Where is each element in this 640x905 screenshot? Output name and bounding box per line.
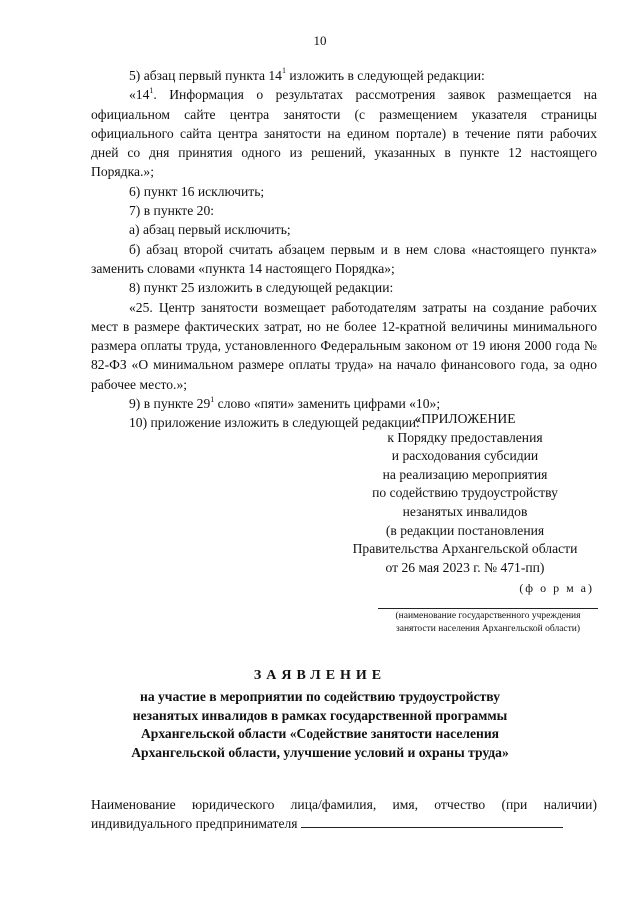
subtitle-line: незанятых инвалидов в рамках государственной программы	[132, 707, 508, 723]
subtitle-line: Архангельской области «Содействие занятости населения	[140, 726, 500, 742]
superscript: 1	[210, 394, 215, 404]
applicant-name-blank[interactable]	[301, 815, 563, 828]
item-6: 6) пункт 16 исключить;	[129, 183, 265, 199]
item-9-text: 9) в пункте 29	[129, 396, 211, 412]
item-7a: а) абзац первый исключить;	[129, 222, 291, 238]
item-7b: б) абзац второй считать абзацем первым и в нем слова «настоящего пункта» заменить словами «пункта 14 настоящего Порядка»;	[91, 241, 597, 276]
applicant-name-field	[91, 795, 597, 834]
amendment-text	[91, 66, 597, 433]
item-5	[91, 66, 597, 85]
item-7: 7) в пункте 20:	[129, 203, 215, 219]
quote-14-1	[91, 85, 597, 181]
organization-caption	[378, 608, 598, 636]
quote-25: «25. Центр занятости возмещает работодателям затраты на создание рабочих мест в размере фактических затрат, но не более 12-кратной величины минимального размера оплаты труда, установленного Федеральным законом от 19 июня 2000 года № 82-ФЗ «О минимальном размере оплаты труда» на начало финансового года, за одно рабочее место.»;	[91, 299, 597, 392]
org-caption-line: (наименование государственного учреждения	[395, 611, 581, 621]
quote-14-1-start: «14	[129, 87, 150, 103]
org-caption-line: занятости населения Архангельской области)	[395, 624, 581, 634]
subtitle-line: на участие в мероприятии по содействию трудоустройству	[139, 689, 500, 704]
appendix-line: Правительства Архангельской области	[352, 541, 578, 557]
appendix-line: на реализацию мероприятия	[382, 466, 548, 482]
appendix-header	[320, 410, 610, 577]
item-5-text: 5) абзац первый пункта 14	[129, 68, 282, 83]
item-5-text-end: изложить в следующей редакции:	[285, 68, 485, 83]
item-9-text-end: слово «пяти» заменить цифрами «10»;	[214, 396, 441, 412]
appendix-line: и расходования субсидии	[391, 448, 539, 464]
superscript: 1	[281, 66, 286, 76]
quote-14-1-text: . Информация о результатах рассмотрения заявок размещается на официальном сайте центра занятости (с размещением указателя страницы официального сайта центра занятости на едином портале) в течение пяти рабочих дней со дня принятия одного из решений, указанных в пункте 12 настоящего Порядка.»;	[91, 87, 597, 180]
subtitle-line: Архангельской области, улучшение условий и охраны труда»	[131, 744, 509, 760]
item-10: 10) приложение изложить в следующей редакции:	[129, 415, 420, 431]
field-label-line1: Наименование юридического лица/фамилия, имя, отчество (при наличии)	[91, 797, 597, 812]
appendix-line: (в редакции постановления	[385, 522, 545, 538]
appendix-line: по содействию трудоустройству	[372, 485, 558, 501]
appendix-line: «ПРИЛОЖЕНИЕ	[414, 411, 516, 426]
page-number: 10	[313, 33, 327, 48]
statement-subtitle	[70, 688, 570, 762]
field-label-line2: индивидуального предпринимателя	[91, 816, 298, 832]
appendix-line: от 26 мая 2023 г. № 471-пп)	[385, 559, 545, 575]
superscript: 1	[149, 85, 154, 95]
statement-title: ЗАЯВЛЕНИЕ	[253, 668, 387, 683]
item-8: 8) пункт 25 изложить в следующей редакции:	[129, 280, 394, 296]
appendix-line: к Порядку предоставления	[387, 429, 543, 445]
field-line2	[91, 814, 597, 833]
appendix-line: незанятых инвалидов	[402, 503, 528, 519]
form-label: (ф о р м а)	[519, 581, 594, 595]
